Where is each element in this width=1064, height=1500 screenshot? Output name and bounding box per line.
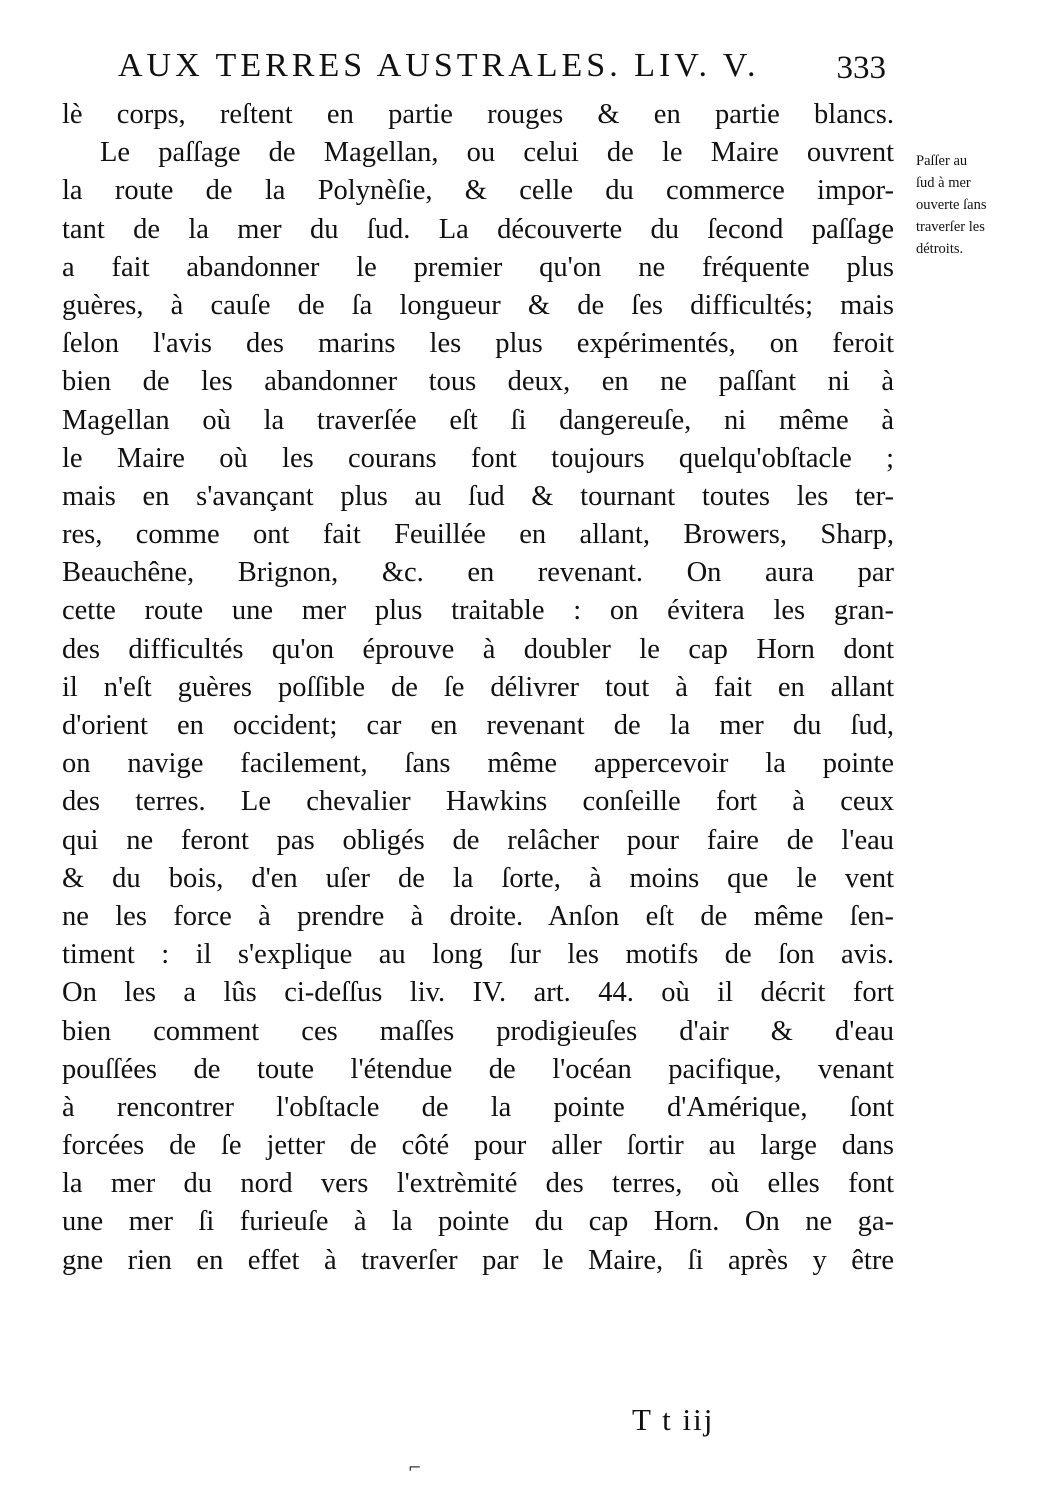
text-line: lè corps, reſtent en partie rouges & en partie blancs. (62, 99, 894, 130)
text-line: la route de la Polynèſie, & celle du commerce impor- (62, 175, 894, 207)
text-line: res, comme ont fait Feuillée en allant, Browers, Sharp, (62, 519, 894, 551)
text-line: timent : il s'explique au long ſur les motifs de ſon avis. (62, 939, 894, 971)
text-line: des terres. Le chevalier Hawkins conſeille fort à ceux (62, 786, 894, 818)
text-line: des difficultés qu'on éprouve à doubler le cap Horn dont (62, 633, 894, 665)
margin-note-line: ſud à mer (916, 175, 971, 191)
text-line: forcées de ſe jetter de côté pour aller ſortir au large dans (62, 1130, 894, 1162)
text-line: bien de les abandonner tous deux, en ne paſſant ni à (62, 366, 894, 398)
text-line: il n'eſt guères poſſible de ſe délivrer tout à fait en allant (62, 671, 894, 703)
footer-mark: ⌐ (408, 1458, 422, 1477)
header-title: AUX TERRES AUSTRALES. LIV. V. (118, 47, 760, 84)
text-line: mais en s'avançant plus au ſud & tournant toutes les ter- (62, 480, 894, 512)
running-header (118, 40, 886, 92)
text-line: une mer ſi furieuſe à la pointe du cap Horn. On ne ga- (62, 1206, 894, 1238)
text-line: Magellan où la traverſée eſt ſi dangereuſe, ni même à (62, 404, 894, 436)
text-line: on navige facilement, ſans même appercevoir la pointe (62, 748, 894, 780)
text-line: la mer du nord vers l'extrèmité des terres, où elles font (62, 1168, 894, 1200)
text-line: On les a lûs ci-deſſus liv. IV. art. 44. où il décrit fort (62, 977, 894, 1009)
text-line: d'orient en occident; car en revenant de la mer du ſud, (62, 710, 894, 741)
margin-note-line: ouverte ſans (916, 197, 987, 213)
text-line: pouſſées de toute l'étendue de l'océan pacifique, venant (62, 1053, 894, 1085)
text-line: guères, à cauſe de ſa longueur & de ſes difficultés; mais (62, 289, 894, 321)
margin-note-line: traverſer les (916, 219, 985, 235)
page-number: 333 (836, 50, 886, 86)
body-text (62, 96, 894, 1280)
text-line: bien comment ces maſſes prodigieuſes d'air & d'eau (62, 1015, 894, 1047)
text-line: le Maire où les courans font toujours quelqu'obſtacle ; (62, 442, 894, 474)
margin-note (916, 150, 1026, 260)
text-line: a fait abandonner le premier qu'on ne fréquente plus (62, 251, 894, 283)
text-line: cette route une mer plus traitable : on évitera les gran- (62, 595, 894, 627)
margin-note-line: Paſſer au (916, 153, 968, 169)
text-line: ne les force à prendre à droite. Anſon eſt de même ſen- (62, 900, 894, 932)
text-line: gne rien en effet à traverſer par le Maire, ſi après y être (62, 1244, 894, 1276)
text-line: Le paſſage de Magellan, ou celui de le Maire ouvrent (100, 137, 894, 169)
text-line: tant de la mer du ſud. La découverte du ſecond paſſage (62, 213, 894, 245)
margin-note-line: détroits. (916, 241, 964, 257)
text-line: & du bois, d'en uſer de la ſorte, à moins que le vent (62, 862, 894, 894)
signature-mark: T t iij (632, 1402, 715, 1437)
text-line: ſelon l'avis des marins les plus expérimentés, on feroit (62, 328, 894, 360)
text-line: à rencontrer l'obſtacle de la pointe d'Amérique, ſont (62, 1091, 894, 1123)
text-line: qui ne feront pas obligés de relâcher pour faire de l'eau (62, 824, 894, 856)
text-line: Beauchêne, Brignon, &c. en revenant. On aura par (62, 557, 894, 589)
